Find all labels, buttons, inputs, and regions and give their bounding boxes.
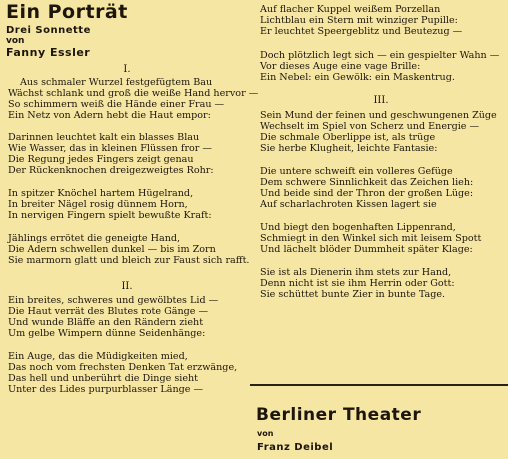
verse-line: Die Regung jedes Fingers zeigt genau	[8, 154, 194, 165]
verse-line: Die schmale Oberlippe ist, als trüge	[260, 132, 436, 143]
verse-line: Das hell und unberührt die Dinge sieht	[8, 373, 199, 384]
verse-line: In nervigen Fingern spielt bewußte Kraft:	[8, 210, 212, 221]
verse-line: Die untere schweift ein volleres Gefüge	[260, 166, 453, 177]
verse-line: Lichtblau ein Stern mit winziger Pupille:	[260, 15, 458, 26]
verse-line: In spitzer Knöchel hartem Hügelrand,	[8, 188, 194, 199]
verse-line: Die Adern schwellen dunkel — bis im Zorn	[8, 244, 216, 255]
verse-line: Ein Nebel: ein Gewölk: ein Maskentrug.	[260, 72, 455, 83]
verse-line: Ein Netz von Adern hebt die Haut empor:	[8, 110, 211, 121]
verse-line: Das noch vom frechsten Denken Tat erzwänge,	[8, 362, 238, 373]
next-section-title: Berliner Theater	[256, 405, 422, 425]
next-section-byline: von	[257, 429, 274, 438]
verse-line: So schimmern weiß die Hände einer Frau —	[8, 99, 225, 110]
verse-line: Aus schmaler Wurzel festgefügtem Bau	[20, 77, 213, 88]
verse-line: Jählings errötet die geneigte Hand,	[8, 233, 181, 244]
article-subtitle: Drei Sonnette	[6, 25, 91, 36]
verse-line: Sein Mund der feinen und geschwungenen Züge	[260, 110, 497, 121]
verse-line: Die Haut verrät des Blutes rote Gänge —	[8, 306, 209, 317]
article-title: Ein Porträt	[6, 1, 128, 23]
verse-line: Sie schüttet bunte Zier in bunte Tage.	[260, 289, 446, 300]
verse-line: Ein breites, schweres und gewölbtes Lid —	[8, 295, 219, 306]
verse-line: Wächst schlank und groß die weiße Hand hervor —	[8, 88, 259, 99]
verse-line: Auf flacher Kuppel weißem Porzellan	[260, 4, 441, 15]
sonnet-1-numeral: I.	[123, 64, 131, 75]
verse-line: Dem schwere Sinnlichkeit das Zeichen lieh:	[260, 177, 474, 188]
verse-line: Sie ist als Dienerin ihm stets zur Hand,	[260, 267, 452, 278]
verse-line: Um gelbe Wimpern dünne Seidenhänge:	[8, 328, 206, 339]
article-byline: von	[6, 36, 25, 46]
verse-line: Schmiegt in den Winkel sich mit leisem Spott	[260, 233, 482, 244]
verse-line: Und wunde Bläffe an den Rändern zieht	[8, 317, 204, 328]
verse-line: Ein Auge, das die Müdigkeiten mied,	[8, 351, 188, 362]
verse-line: Wie Wasser, das in kleinen Flüssen fror —	[8, 143, 213, 154]
verse-line: Und biegt den bogenhaften Lippenrand,	[260, 222, 456, 233]
verse-line: Vor dieses Auge eine vage Brille:	[260, 61, 421, 72]
sonnet-2-numeral: II.	[121, 281, 133, 292]
verse-line: Darinnen leuchtet kalt ein blasses Blau	[8, 132, 200, 143]
verse-line: In breiter Nägel rosig dünnem Horn,	[8, 199, 188, 210]
verse-line: Unter des Lides purpurblasser Länge —	[8, 384, 204, 395]
verse-line: Wechselt im Spiel von Scherz und Energie —	[260, 121, 480, 132]
verse-line: Und lächelt blöder Dummheit später Klage:	[260, 244, 473, 255]
verse-line: Doch plötzlich legt sich — ein gespielter Wahn —	[260, 50, 500, 61]
sonnet-3-numeral: III.	[373, 95, 389, 106]
verse-line: Und beide sind der Thron der großen Lüge:	[260, 188, 474, 199]
section-divider	[250, 384, 508, 386]
verse-line: Er leuchtet Speergeblitz und Beutezug —	[260, 26, 463, 37]
verse-line: Denn nicht ist sie ihm Herrin oder Gott:	[260, 278, 455, 289]
verse-line: Sie marmorn glatt und bleich zur Faust sich rafft.	[8, 255, 250, 266]
next-section-author: Franz Deibel	[257, 442, 334, 453]
verse-line: Sie herbe Klugheit, leichte Fantasie:	[260, 143, 438, 154]
verse-line: Auf scharlachroten Kissen lagert sie	[260, 199, 437, 210]
verse-line: Der Rückenknochen dreigezweigtes Rohr:	[8, 165, 214, 176]
article-author: Fanny Essler	[6, 46, 91, 59]
